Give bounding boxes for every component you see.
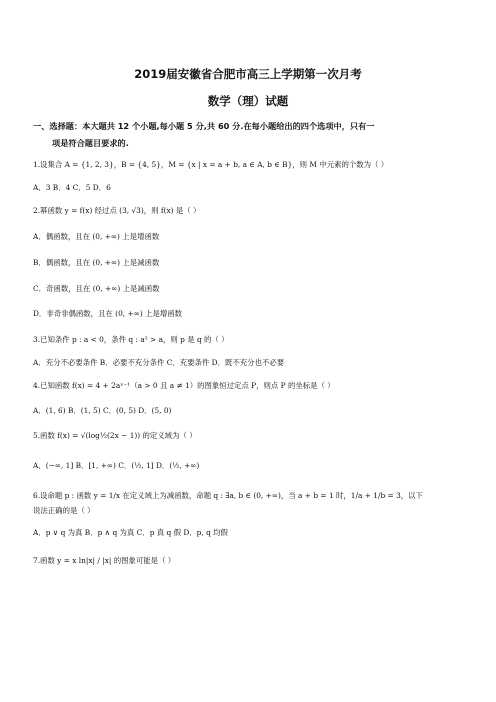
question-3-options: A．充分不必要条件 B．必要不充分条件 C．充要条件 D．既不充分也不必要 [33,358,285,367]
question-7: 7.函数 y = x ln|x| / |x| 的图象可能是（ ） [33,556,176,565]
exam-subtitle: 数学（理）试题 [207,94,289,108]
question-2: 2.幂函数 y = f(x) 经过点 (3, √3)，则 f(x) 是（ ） [33,206,201,215]
question-2-option-d: D．非奇非偶函数，且在 (0, +∞) 上是增函数 [33,309,183,318]
question-1: 1.设集合 A = {1, 2, 3}，B = {4, 5}，M = {x | x = a + b, a ∈ A, b ∈ B}，则 M 中元素的个数为（ ） [33,160,389,169]
question-3: 3.已知条件 p : a < 0，条件 q : a² > a，则 p 是 q 的（ ） [33,335,229,344]
section-heading-cont: 项是符合题目要求的. [52,138,129,148]
question-1-options: A．3 B．4 C．5 D．6 [33,183,111,192]
question-2-option-b: B．偶函数，且在 (0, +∞) 上是减函数 [33,258,160,267]
exam-title: 2019届安徽省合肥市高三上学期第一次月考 [134,67,362,81]
question-2-option-c: C．奇函数，且在 (0, +∞) 上是减函数 [33,284,160,293]
question-6: 6.设命题 p : 函数 y = 1/x 在定义域上为减函数，命题 q : ∃a, b ∈ (0, +∞)，当 a + b = 1 时，1/a + 1/b = 3，以下 [33,491,423,500]
question-6-cont: 说法正确的是（ ） [33,506,95,515]
section-heading: 一、选择题：本大题共 12 个小题,每小题 5 分,共 60 分.在每小题给出的四个选项中，只有一 [33,121,375,131]
question-2-option-a: A．偶函数，且在 (0, +∞) 上是增函数 [33,232,160,241]
question-4-options: A．(1, 6) B．(1, 5) C．(0, 5) D．(5, 0) [33,406,172,415]
question-5: 5.函数 f(x) = √(log½(2x − 1)) 的定义域为（ ） [33,431,197,440]
question-5-options: A．(−∞, 1] B．[1, +∞) C．(½, 1] D．(½, +∞) [33,461,200,470]
question-6-options: A．p ∨ q 为真 B．p ∧ q 为真 C．p 真 q 假 D．p, q 均假 [33,528,228,537]
question-4: 4.已知函数 f(x) = 4 + 2aˣ⁻¹（a > 0 且 a ≠ 1）的图象恒过定点 P，则点 P 的坐标是（ ） [33,381,335,390]
